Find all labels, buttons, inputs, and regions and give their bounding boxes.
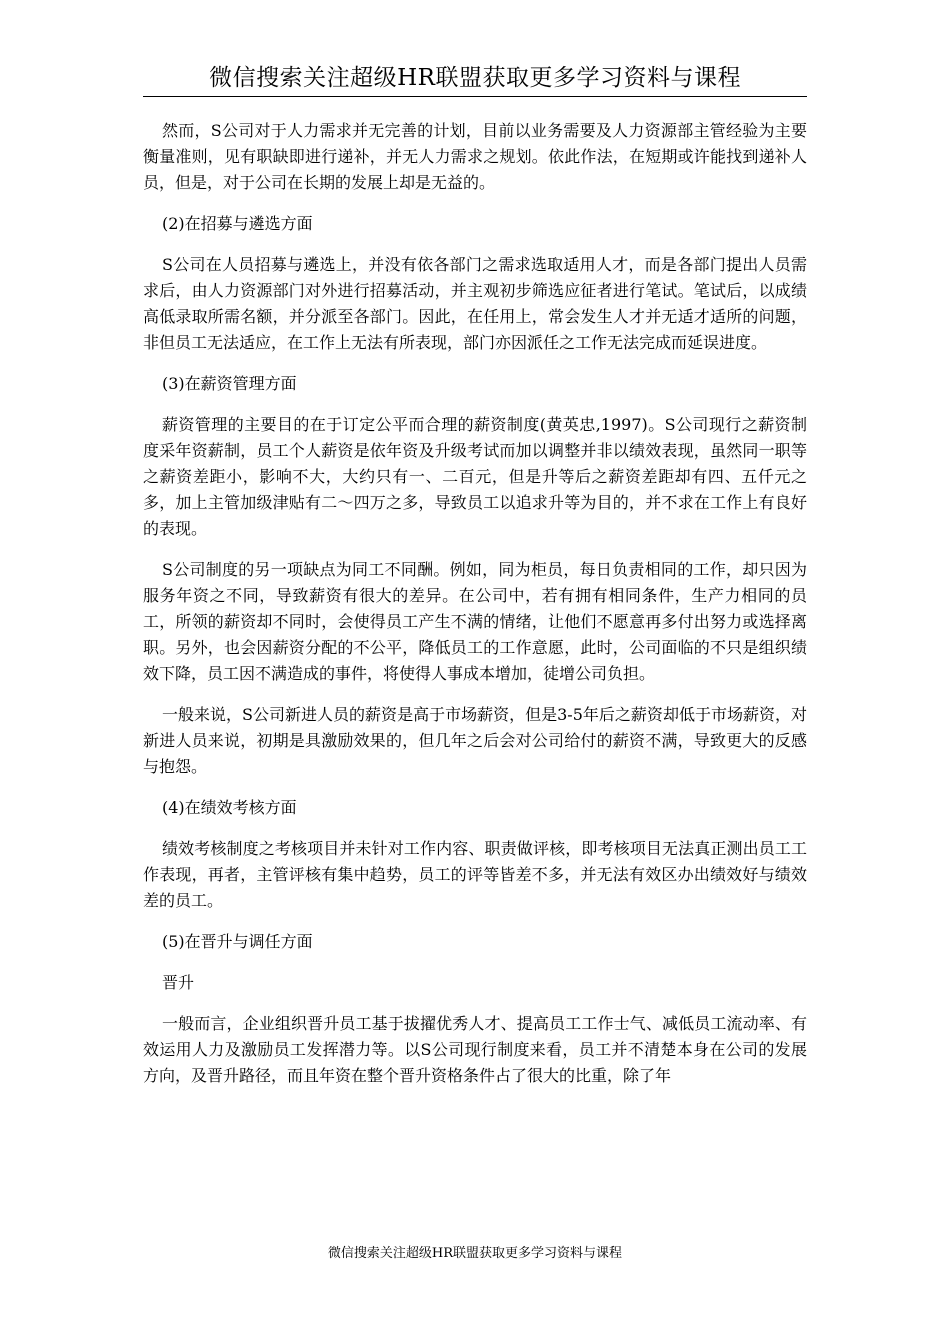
paragraph: S公司制度的另一项缺点为同工不同酬。例如，同为柜员，每日负责相同的工作，却只因为服务年资之不同，导致薪资有很大的差异。在公司中，若有拥有相同条件，生产力相同的员工，所领的薪资却不同时，会使得员工产生不满的情绪，让他们不愿意再多付出努力或选择离职。另外，也会因薪资分配的不公平，降低员工的工作意愿，此时，公司面临的不只是组织绩效下降，员工因不满造成的事件，将使得人事成本增加，徒增公司负担。 — [143, 560, 807, 683]
subsection-heading: 晋升 — [162, 973, 195, 992]
header-divider — [143, 96, 807, 97]
paragraph: 绩效考核制度之考核项目并未针对工作内容、职责做评核，即考核项目无法真正测出员工工作表现，再者，主管评核有集中趋势，员工的评等皆差不多，并无法有效区办出绩效好与绩效差的员工。 — [143, 839, 807, 910]
paragraph: 一般来说，S公司新进人员的薪资是高于市场薪资，但是3-5年后之薪资却低于市场薪资，对新进人员来说，初期是具激励效果的，但几年之后会对公司给付的薪资不满，导致更大的反感与抱怨。 — [143, 705, 807, 776]
section-heading: (2)在招募与遴选方面 — [162, 214, 313, 233]
paragraph: S公司在人员招募与遴选上，并没有依各部门之需求选取适用人才，而是各部门提出人员需求后，由人力资源部门对外进行招募活动，并主观初步筛选应征者进行笔试。笔试后，以成绩高低录取所需名额，并分派至各部门。因此，在任用上，常会发生人才并无适才适所的问题，非但员工无法适应，在工作上无法有所表现，部门亦因派任之工作无法完成而延误进度。 — [143, 255, 807, 352]
section-heading: (3)在薪资管理方面 — [162, 374, 297, 393]
section-heading: (4)在绩效考核方面 — [162, 798, 297, 817]
document-body — [143, 118, 807, 1104]
page-header: 微信搜索关注超级HR联盟获取更多学习资料与课程 — [209, 65, 741, 91]
paragraph: 一般而言，企业组织晋升员工基于拔擢优秀人才、提高员工工作士气、减低员工流动率、有效运用人力及激励员工发挥潜力等。以S公司现行制度来看，员工并不清楚本身在公司的发展方向，及晋升路径，而且年资在整个晋升资格条件占了很大的比重，除了年 — [143, 1014, 807, 1085]
page-footer: 微信搜索关注超级HR联盟获取更多学习资料与课程 — [327, 1246, 623, 1261]
paragraph: 薪资管理的主要目的在于订定公平而合理的薪资制度(黄英忠,1997)。S公司现行之薪资制度采年资薪制，员工个人薪资是依年资及升级考试而加以调整并非以绩效表现，虽然同一职等之薪资差距小，影响不大，大约只有一、二百元，但是升等后之薪资差距却有四、五仟元之多，加上主管加级津贴有二～四万之多，导致员工以追求升等为目的，并不求在工作上有良好的表现。 — [143, 415, 807, 538]
section-heading: (5)在晋升与调任方面 — [162, 932, 313, 951]
paragraph: 然而，S公司对于人力需求并无完善的计划，目前以业务需要及人力资源部主管经验为主要衡量准则，见有职缺即进行递补，并无人力需求之规划。依此作法，在短期或许能找到递补人员，但是，对于公司在长期的发展上却是无益的。 — [143, 121, 807, 192]
